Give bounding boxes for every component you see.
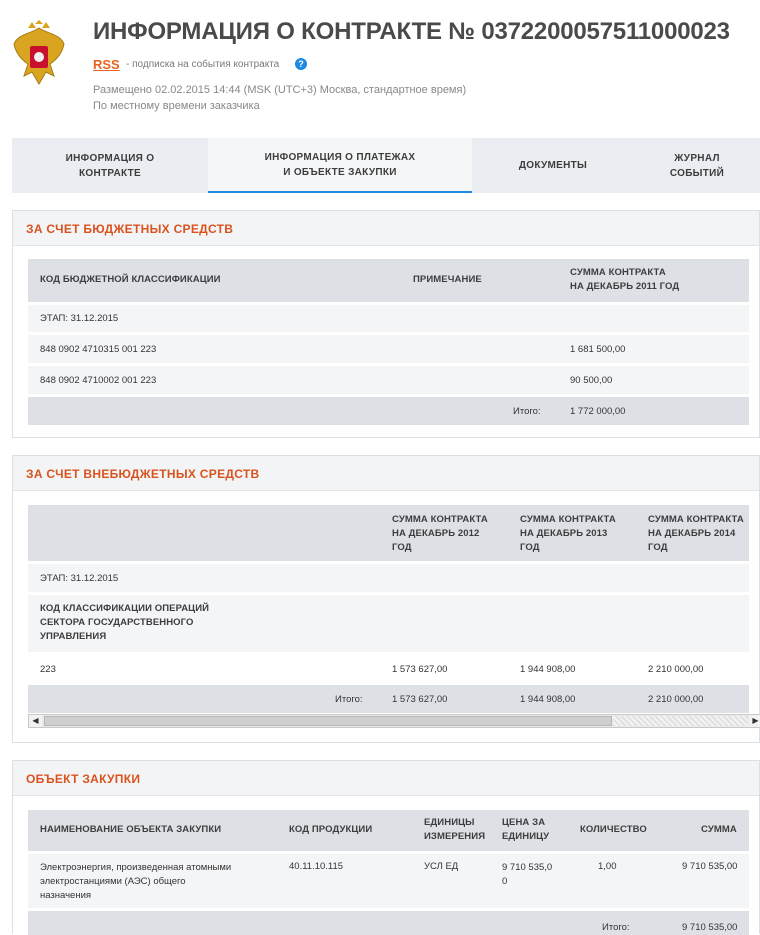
tab-bar — [12, 138, 760, 193]
purchase-object-panel — [12, 760, 760, 934]
table-header: КОД БЮДЖЕТНОЙ КЛАССИФИКАЦИИ ПРИМЕЧАНИЕ СУММА КОНТРАКТА НА ДЕКАБРЬ 2011 ГОД — [28, 259, 749, 302]
total-row: Итого: 1 772 000,00 — [28, 397, 749, 425]
scroll-left-icon[interactable]: ◀ — [29, 715, 42, 727]
question-icon[interactable]: ? — [295, 58, 307, 70]
table-row: 848 0902 4710315 001 223 1 681 500,00 — [28, 335, 749, 363]
section-title: ОБЪЕКТ ЗАКУПКИ — [26, 772, 141, 786]
total-row: Итого: 9 710 535,00 — [28, 911, 749, 935]
budget-funds-panel — [12, 210, 760, 438]
tab-contract-info[interactable]: ИНФОРМАЦИЯ О КОНТРАКТЕ — [65, 152, 155, 179]
page-title: ИНФОРМАЦИЯ О КОНТРАКТЕ № 0372200057511000023 — [93, 18, 730, 45]
section-title: ЗА СЧЕТ БЮДЖЕТНЫХ СРЕДСТВ — [26, 222, 234, 236]
posted-date: Размещено 02.02.2015 14:44 (MSK (UTC+3) Москва, стандартное время) — [93, 84, 467, 96]
subscribe-text: - подписка на события контракта — [126, 59, 280, 70]
tab-event-log[interactable]: ЖУРНАЛ СОБЫТИЙ — [669, 152, 725, 179]
extrabudget-funds-panel — [12, 455, 760, 743]
scroll-right-icon[interactable]: ▶ — [749, 715, 760, 727]
scroll-thumb[interactable] — [44, 716, 612, 726]
table-row: Электроэнергия, произведенная атомными электростанциями (АЭС) общего назначения 40.11.10.115 УСЛ ЕД 9 710 535,0 0 1,00 9 710 535,00 — [28, 854, 749, 908]
tab-payments-info[interactable]: ИНФОРМАЦИЯ О ПЛАТЕЖАХ И ОБЪЕКТЕ ЗАКУПКИ — [208, 138, 472, 193]
coat-of-arms-icon — [10, 20, 68, 90]
section-title: ЗА СЧЕТ ВНЕБЮДЖЕТНЫХ СРЕДСТВ — [26, 467, 260, 481]
total-row: Итого: 1 573 627,00 1 944 908,00 2 210 000,00 — [28, 685, 749, 713]
rss-link[interactable]: RSS — [93, 57, 120, 72]
table-header: СУММА КОНТРАКТА НА ДЕКАБРЬ 2012 ГОД СУММА КОНТРАКТА НА ДЕКАБРЬ 2013 ГОД СУММА КОНТРАКТА НА ДЕКАБРЬ 2014 ГОД — [28, 505, 749, 561]
table-header: НАИМЕНОВАНИЕ ОБЪЕКТА ЗАКУПКИ КОД ПРОДУКЦИИ ЕДИНИЦЫ ИЗМЕРЕНИЯ ЦЕНА ЗА ЕДИНИЦУ КОЛИЧЕСТВО СУММА — [28, 810, 749, 851]
horizontal-scrollbar[interactable] — [28, 714, 760, 728]
table-row: ЭТАП: 31.12.2015 — [28, 305, 749, 332]
table-row: КОД КЛАССИФИКАЦИИ ОПЕРАЦИЙ СЕКТОРА ГОСУДАРСТВЕННОГО УПРАВЛЕНИЯ — [28, 595, 749, 652]
table-row: ЭТАП: 31.12.2015 — [28, 564, 749, 592]
tab-documents[interactable]: ДОКУМЕНТЫ — [518, 160, 588, 171]
table-row: 223 1 573 627,00 1 944 908,00 2 210 000,00 — [28, 655, 749, 683]
page-header — [0, 0, 760, 120]
table-row: 848 0902 4710002 001 223 90 500,00 — [28, 366, 749, 394]
local-time-note: По местному времени заказчика — [93, 100, 260, 112]
